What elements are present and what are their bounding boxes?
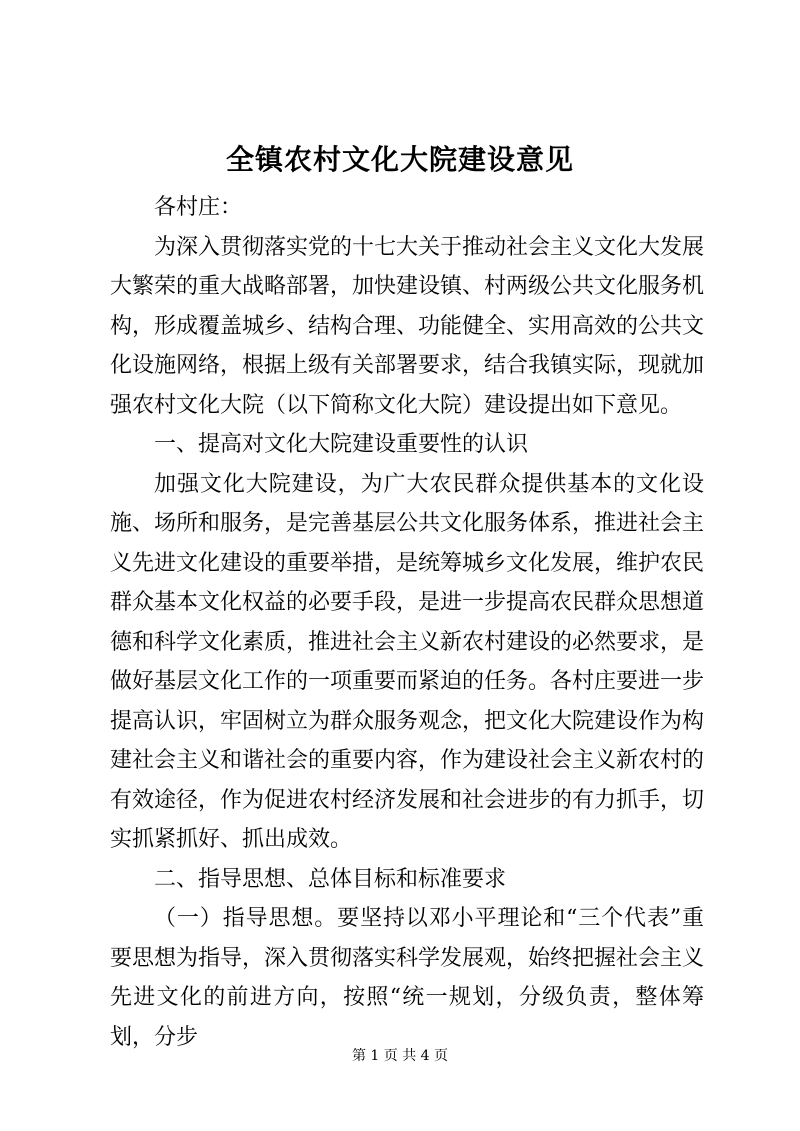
paragraph-importance: 加强文化大院建设，为广大农民群众提供基本的文化设施、场所和服务，是完善基层公共文化服务体系，推进社会主义先进文化建设的重要举措，是统筹城乡文化发展，维护农民群众基本文化权益的必要手段，是进一步提高农民群众思想道德和科学文化素质，推进社会主义新农村建设的必然要求，是做好基层文化工作的一项重要而紧迫的任务。各村庄要进一步提高认识，牢固树立为群众服务观念，把文化大院建设作为构建社会主义和谐社会的重要内容，作为建设社会主义新农村的有效途径，作为促进农村经济发展和社会进步的有力抓手，切实抓紧抓好、抓出成效。	[110, 471, 705, 852]
document-title: 全镇农村文化大院建设意见	[225, 143, 574, 176]
section-heading-2: 二、指导思想、总体目标和标准要求	[154, 866, 507, 892]
section-heading-1: 一、提高对文化大院建设重要性的认识	[154, 432, 529, 457]
document-body	[110, 188, 704, 1057]
paragraph-intro: 为深入贯彻落实党的十七大关于推动社会主义文化大发展大繁荣的重大战略部署，加快建设镇、村两级公共文化服务机构，形成覆盖城乡、结构合理、功能健全、实用高效的公共文化设施网络，根据上级有关部署要求，结合我镇实际，现就加强农村文化大院（以下简称文化大院）建设提出如下意见。	[110, 234, 705, 418]
page-footer: 第 1 页 共 4 页	[351, 1048, 449, 1064]
paragraph-guiding-ideology: （一）指导思想。要坚持以邓小平理论和“三个代表”重要思想为指导，深入贯彻落实科学发展观，始终把握社会主义先进文化的前进方向，按照“统一规划，分级负责，整体筹划，分步	[110, 906, 705, 1050]
salutation: 各村庄：	[154, 195, 243, 220]
